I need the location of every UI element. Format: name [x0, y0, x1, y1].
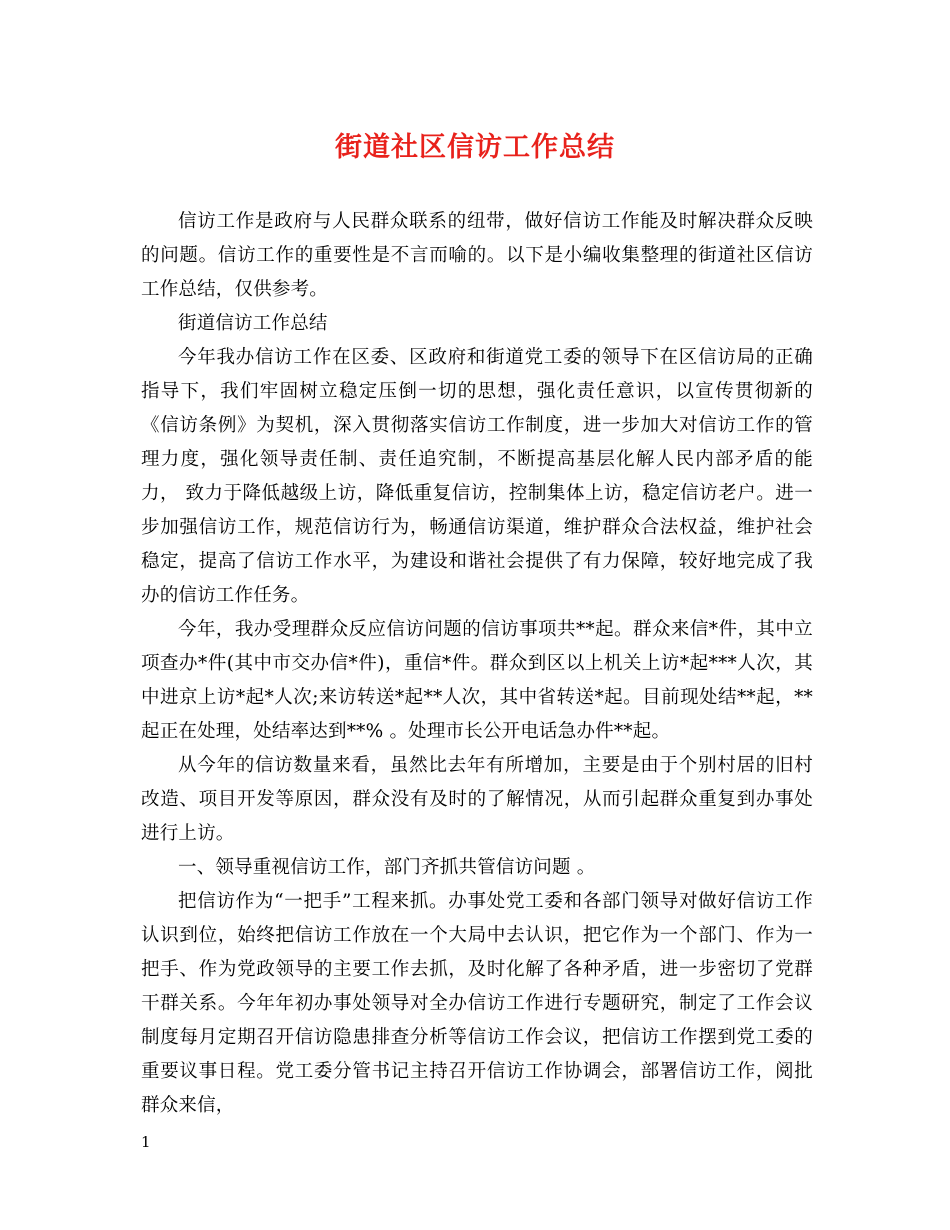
paragraph-statistics: 今年，我办受理群众反应信访问题的信访事项共**起。群众来信*件，其中立项查办*件(其中市交办信*件)，重信*件。群众到区以上机关上访*起***人次，其中进京上访*起*人次;来访转送*起**人次，其中省转送*起。目前现处结**起，**起正在处理，处结率达到**% 。处理市长公开电话急办件**起。	[141, 619, 813, 742]
paragraph-overview: 今年我办信访工作在区委、区政府和街道党工委的领导下在区信访局的正确指导下，我们牢固树立稳定压倒一切的思想，强化责任意识，以宣传贯彻新的《信访条例》为契机，深入贯彻落实信访工作制度，进一步加大对信访工作的管理力度，强化领导责任制、责任追究制，不断提高基层化解人民内部矛盾的能力， 致力于降低越级上访，降低重复信访，控制集体上访，稳定信访老户。进一步加强信访工作，规范信访行为，畅通信访渠道，维护群众合法权益，维护社会稳定，提高了信访工作水平，为建设和谐社会提供了有力保障，较好地完成了我办的信访工作任务。	[141, 347, 813, 606]
paragraph-intro: 信访工作是政府与人民群众联系的纽带，做好信访工作能及时解决群众反映的问题。信访工作的重要性是不言而喻的。以下是小编收集整理的街道社区信访工作总结，仅供参考。	[141, 211, 813, 300]
paragraph-analysis: 从今年的信访数量来看，虽然比去年有所增加，主要是由于个别村居的旧村改造、项目开发等原因，群众没有及时的了解情况，从而引起群众重复到办事处进行上访。	[141, 755, 813, 844]
paragraph-section-1: 把信访作为“一把手”工程来抓。办事处党工委和各部门领导对做好信访工作认识到位，始终把信访工作放在一个大局中去认识，把它作为一个部门、作为一把手、作为党政领导的主要工作去抓，及时化解了各种矛盾，进一步密切了党群干群关系。今年年初办事处领导对全办信访工作进行专题研究，制定了工作会议制度每月定期召开信访隐患排查分析等信访工作会议，把信访工作摆到党工委的重要议事日程。党工委分管书记主持召开信访工作协调会，部署信访工作，阅批群众来信，	[141, 891, 813, 1116]
paragraph-subtitle: 街道信访工作总结	[178, 313, 328, 334]
page-number: 1	[141, 1133, 151, 1151]
section-heading-1: 一、领导重视信访工作，部门齐抓共管信访问题 。	[178, 857, 596, 878]
document-title: 街道社区信访工作总结	[335, 132, 615, 163]
document-body	[141, 205, 813, 1123]
